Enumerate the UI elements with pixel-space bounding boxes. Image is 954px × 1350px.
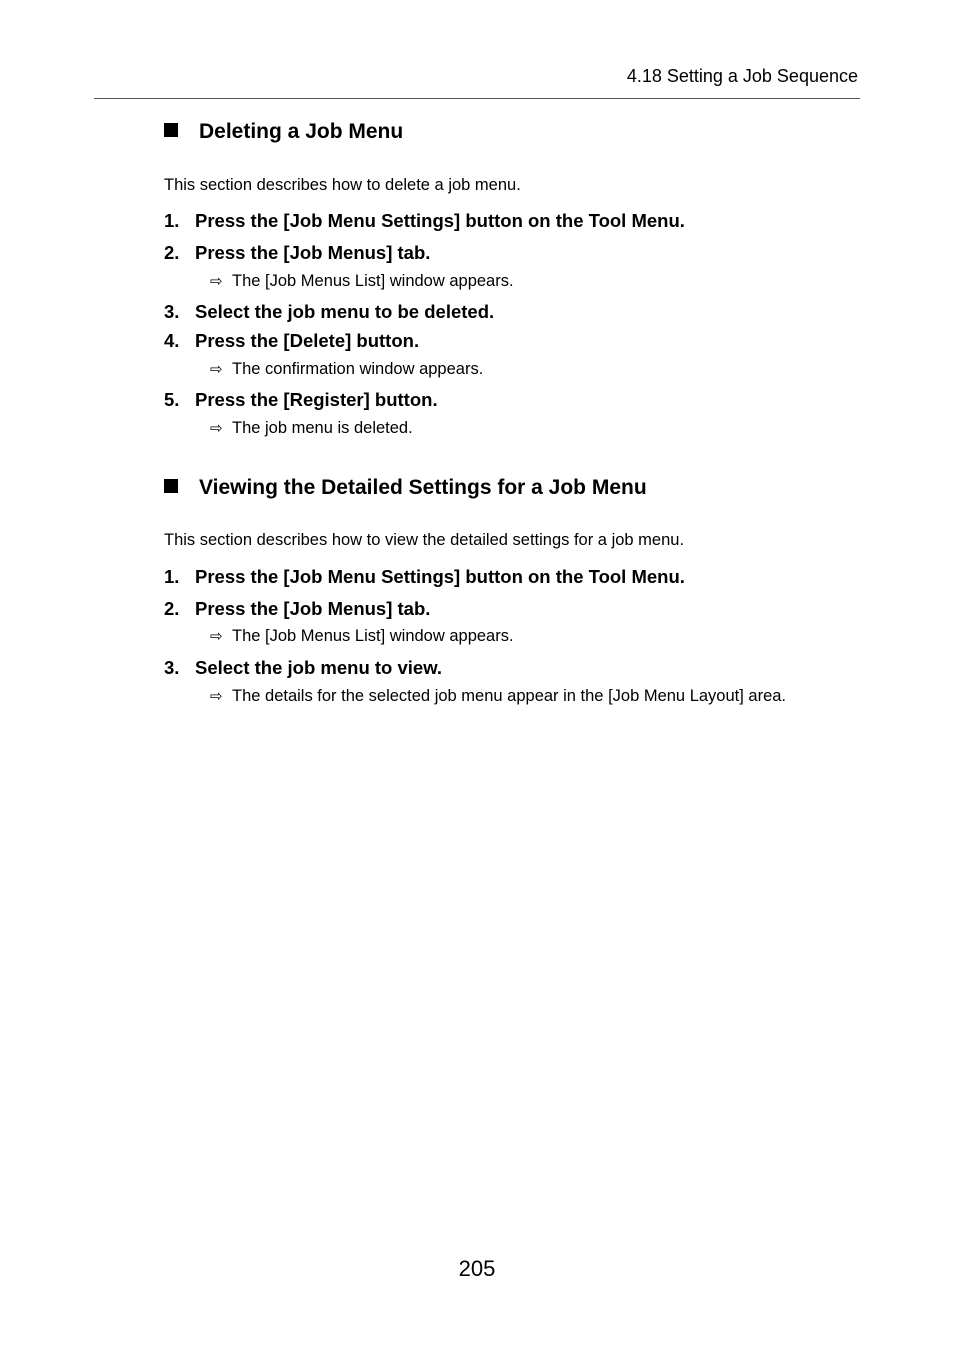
step-item [164,389,438,411]
running-header: 4.18 Setting a Job Sequence [626,66,858,86]
step-text: Press the [Delete] button. [195,330,420,351]
step-text: Press the [Job Menus] tab. [195,242,431,263]
step-result-text: The details for the selected job menu appear in the [Job Menu Layout] area. [232,687,787,705]
white-right-arrow-icon: ⇨ [210,273,223,290]
step-result-text: The confirmation window appears. [232,360,484,378]
step-text: Select the job menu to be deleted. [195,301,495,322]
step-text: Press the [Job Menu Settings] button on the Tool Menu. [195,210,685,231]
header-rule [94,98,860,99]
step-number: 3. [164,301,180,322]
white-right-arrow-icon: ⇨ [210,361,223,378]
step-item [164,657,442,679]
step-number: 3. [164,657,180,678]
section-heading-deleting [164,120,403,144]
step-result [210,687,786,706]
step-result-text: The [Job Menus List] window appears. [232,272,514,290]
step-number: 1. [164,210,180,231]
section-intro: This section describes how to view the detailed settings for a job menu. [164,531,685,549]
step-number: 1. [164,566,180,587]
step-item [164,242,430,264]
section-title: Deleting a Job Menu [199,120,404,143]
step-item [164,210,685,232]
step-text: Press the [Job Menus] tab. [195,598,431,619]
step-result [210,627,514,646]
white-right-arrow-icon: ⇨ [210,420,223,437]
step-text: Select the job menu to view. [195,657,443,678]
step-result [210,272,514,291]
step-text: Press the [Job Menu Settings] button on the Tool Menu. [195,566,685,587]
black-square-bullet-icon [164,123,178,137]
step-result-text: The job menu is deleted. [232,419,413,437]
section-intro: This section describes how to delete a job menu. [164,176,521,194]
step-result [210,419,413,438]
white-right-arrow-icon: ⇨ [210,688,223,705]
step-number: 5. [164,389,180,410]
step-text: Press the [Register] button. [195,389,438,410]
step-result [210,360,483,379]
black-square-bullet-icon [164,479,178,493]
page-number: 205 [458,1256,496,1281]
step-item [164,330,419,352]
step-number: 2. [164,598,180,619]
step-number: 2. [164,242,180,263]
white-right-arrow-icon: ⇨ [210,628,223,645]
step-number: 4. [164,330,180,351]
section-heading-viewing [164,476,647,500]
step-item [164,598,430,620]
section-title: Viewing the Detailed Settings for a Job Menu [199,476,647,499]
step-item [164,566,685,588]
step-item [164,301,494,323]
step-result-text: The [Job Menus List] window appears. [232,627,514,645]
